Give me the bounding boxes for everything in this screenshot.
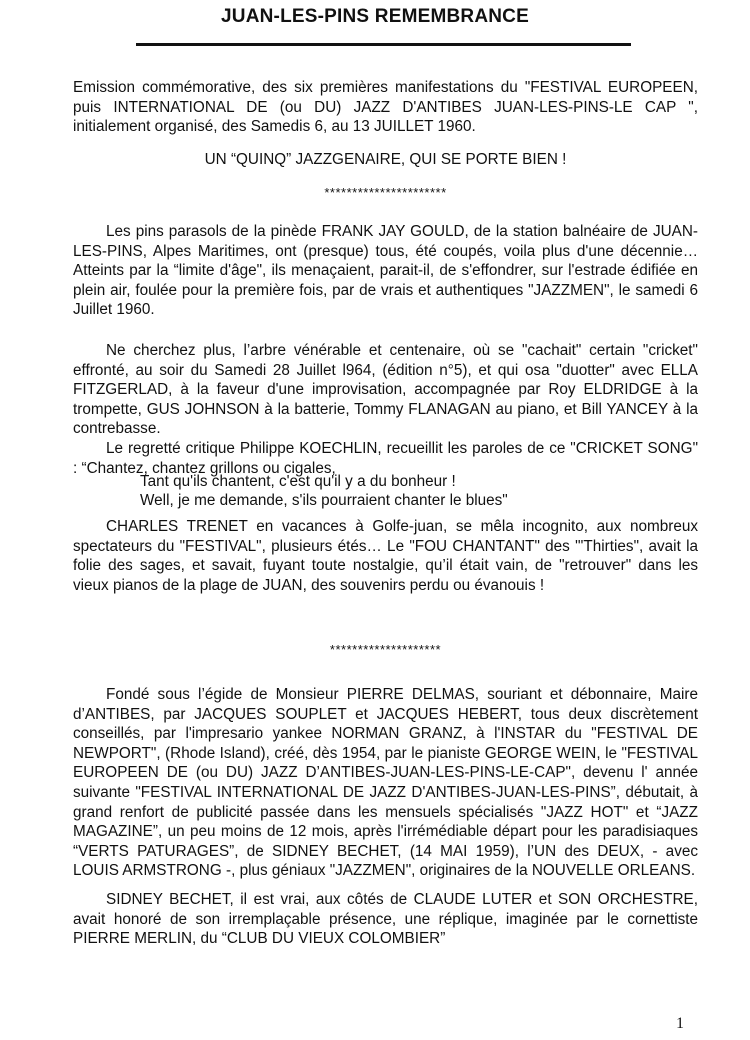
title-underline — [136, 43, 631, 46]
song-line: Well, je me demande, s'ils pourraient chanter le blues" — [140, 492, 508, 509]
subtitle: UN “QUINQ” JAZZGENAIRE, QUI SE PORTE BIEN ! — [204, 151, 567, 168]
separator-stars: ******************** — [329, 642, 442, 657]
paragraph: SIDNEY BECHET, il est vrai, aux côtés de CLAUDE LUTER et SON ORCHESTRE, avait honoré de son irremplaçable présence, une réplique, imaginée par le cornettiste PIERRE MERLIN, du “CLUB DU VIEUX COLOMBIER” — [73, 891, 698, 948]
song-line: Tant qu'ils chantent, c'est qu'il y a du bonheur ! — [140, 473, 456, 490]
paragraph: Fondé sous l’égide de Monsieur PIERRE DELMAS, souriant et débonnaire, Maire d’ANTIBES, par JACQUES SOUPLET et JACQUES HEBERT, tous deux discrètement conseillés, par l'impresario yankee NORMAN GRANZ, à l'INSTAR du "FESTIVAL DE NEWPORT", (Rhode Island), créé, dès 1954, par le pianiste GEORGE WEIN, le "FESTIVAL EUROPEEN DE (ou DU) JAZZ D’ANTIBES-JUAN-LES-PINS-LE-CAP", devenu l' année suivante "FESTIVAL INTERNATIONAL DE JAZZ D'ANTIBES-JUAN-LES-PINS”, débutait, à grand renfort de publicité passée dans les mensuels spécialisés "JAZZ HOT" et “JAZZ MAGAZINE”, un peu moins de 12 mois, après l'irrémédiable départ pour les paradisiaques “VERTS PATURAGES”, de SIDNEY BECHET, (14 MAI 1959), l’UN des DEUX, - avec LOUIS ARMSTRONG -, plus géniaux "JAZZMEN", originaires de la NOUVELLE ORLEANS. — [73, 686, 698, 880]
cricket-section — [73, 341, 698, 478]
paragraph: CHARLES TRENET en vacances à Golfe-juan, se mêla incognito, aux nombreux spectateurs du "FESTIVAL", plusieurs étés… Le "FOU CHANTANT" des "'Thirties", avait la folie des sages, et savait, fuyant toute nostalgie, qu’il était vain, de "retrouver" dans les vieux pianos de la plage de JUAN, des souvenirs perdu ou évanouis ! — [73, 518, 698, 594]
paragraph: Ne cherchez plus, l’arbre vénérable et centenaire, où se "cachait" certain "cricket" effronté, au soir du Samedi 28 Juillet l964, (édition n°5), et qui osa "duotter" avec ELLA FITZGERLAD, à la faveur d'une improvisation, accompagnée par Roy ELDRIDGE à la trompette, GUS JOHNSON à la batterie, Tommy FLANAGAN au piano, et Bill YANCEY à la contrebasse. — [73, 342, 698, 438]
separator-stars: ********************** — [324, 185, 447, 200]
page-number: 1 — [676, 1015, 684, 1032]
paragraph: Les pins parasols de la pinède FRANK JAY GOULD, de la station balnéaire de JUAN-LES-PINS, Alpes Maritimes, ont (presque) tous, été coupés, voila plus d'une décennie… Atteints par la “limite d'âge", ils menaçaient, parait-il, de s'effondrer, sur l'estrade édifiée en plein air, foulée pour la première fois, par de vrais et authentiques "JAZZMEN", le samedi 6 Juillet 1960. — [73, 223, 698, 319]
page-title: JUAN-LES-PINS REMEMBRANCE — [221, 6, 529, 27]
intro-paragraph: Emission commémorative, des six premières manifestations du "FESTIVAL EUROPEEN, puis INTERNATIONAL DE (ou DU) JAZZ D'ANTIBES JUAN-LES-PINS-LE CAP ", initialement organisé, des Samedis 6, au 13 JUILLET 1960. — [73, 79, 698, 136]
paragraph: Le regretté critique Philippe KOECHLIN, recueillit les paroles de ce "CRICKET SONG" : “Chantez, chantez grillons ou cigales, — [73, 439, 698, 477]
